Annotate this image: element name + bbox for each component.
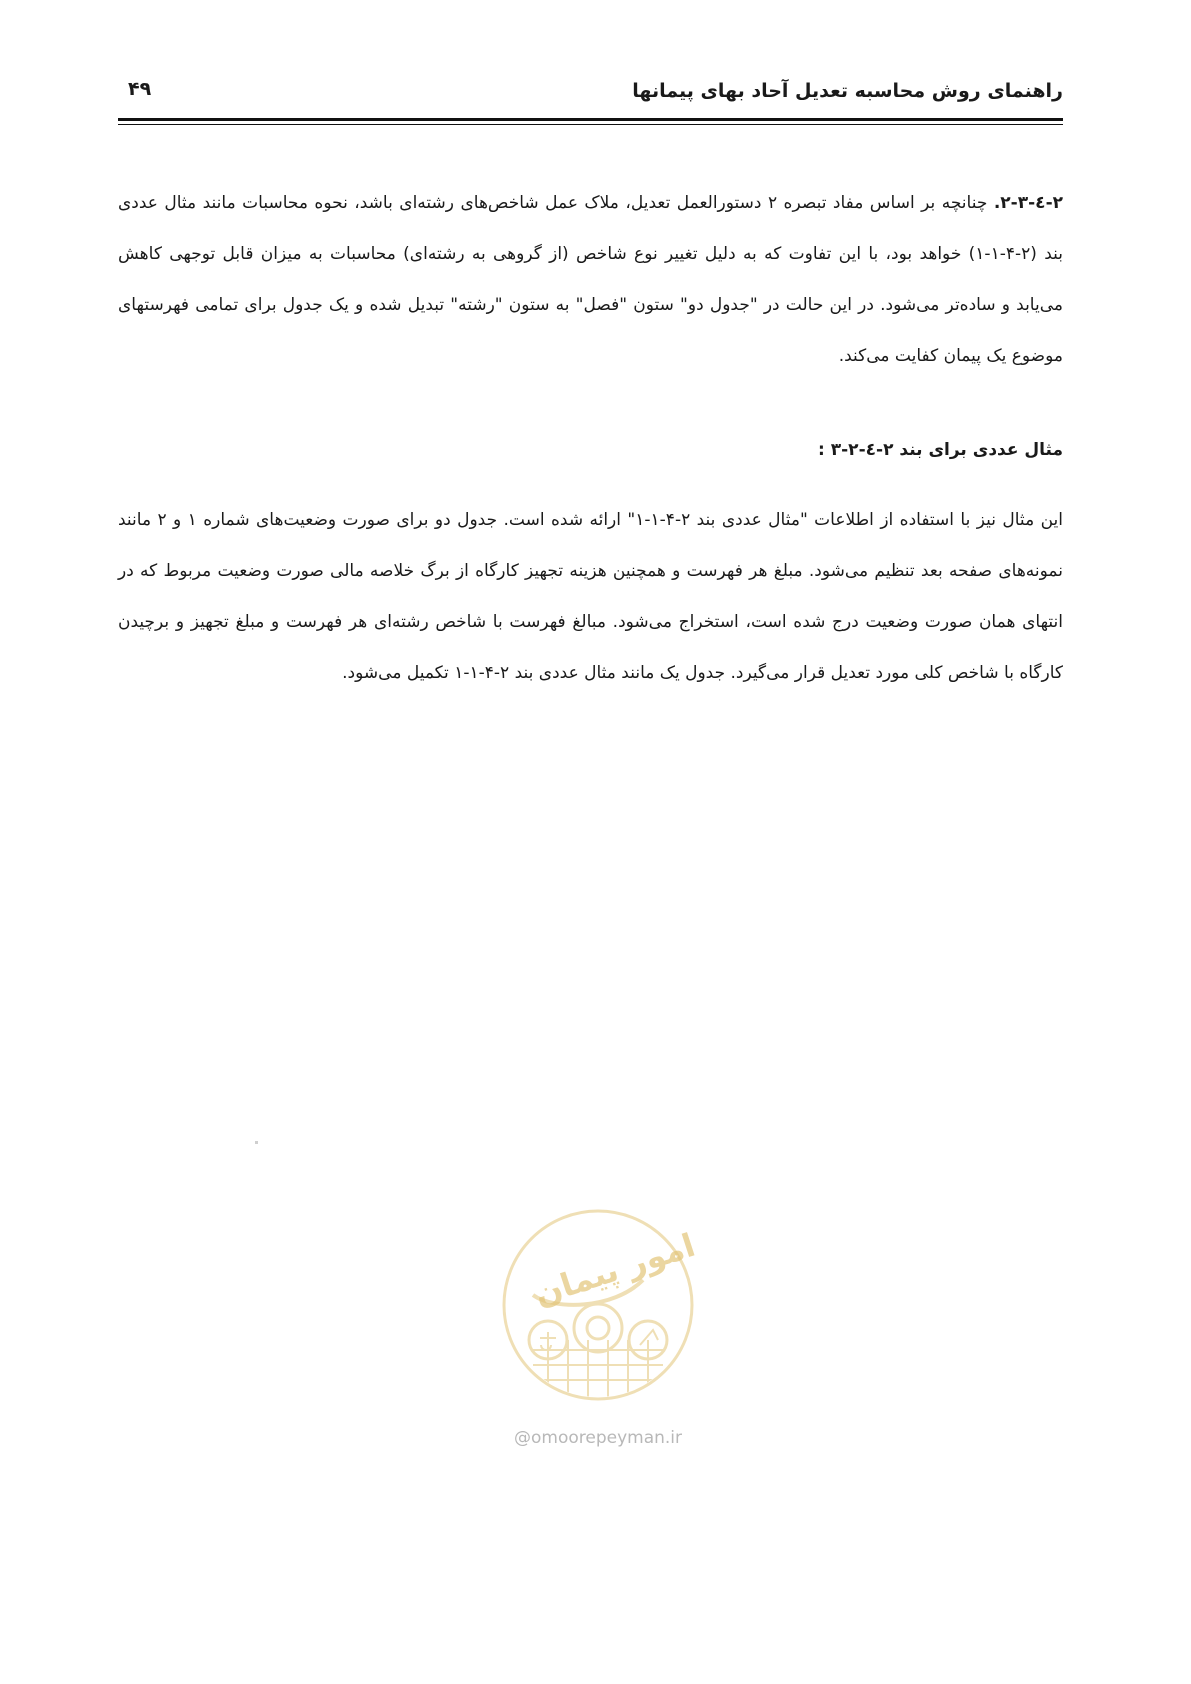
example-body: این مثال نیز با استفاده از اطلاعات "مثال عددی بند ۲-۴-۱-۱" ارائه شده است. جدول دو برای صورت وضعیت‌های شماره ۱ و ۲ مانند نمونه‌های صفحه بعد تنظیم می‌شود. مبلغ هر فهرست و همچنین هزینه تجهیز کارگاه از برگ خلاصه مالی صورت وضعیت مربوط که در انتهای همان صورت وضعیت درج شده است، استخراج می‌شود. مبالغ فهرست با شاخص رشته‌ای هر فهرست و مبلغ تجهیز و برچیدن کارگاه با شاخص کلی مورد تعدیل قرار می‌گیرد. جدول یک مانند مثال عددی بند ۲-۴-۱-۱ تکمیل می‌شود. <box>118 510 1063 683</box>
section-1-body: چنانچه بر اساس مفاد تبصره ۲ دستورالعمل تعدیل، ملاک عمل شاخص‌های رشته‌ای باشد، نحوه محاسبات مانند مثال عددی بند (۲-۴-۱-۱) خواهد بود، با این تفاوت که به دلیل تغییر نوع شاخص (از گروهی به رشته‌ای) محاسبات به میزان قابل توجهی کاهش می‌یابد و ساده‌تر می‌شود. در این حالت در "جدول دو" ستون "فصل" به ستون "رشته" تبدیل شده و یک جدول برای تمامی فهرستهای موضوع یک پیمان کفایت می‌کند. <box>118 193 1063 366</box>
section-number: ۲-٤-۲-۳. <box>993 193 1064 213</box>
seal-graphic <box>493 1200 703 1410</box>
seal-text: امور پیمان <box>529 1225 700 1314</box>
header-rule-thin <box>118 124 1063 125</box>
scales-icon <box>540 1332 556 1350</box>
watermark-url <box>493 1428 703 1448</box>
at-icon: @ <box>513 1428 531 1448</box>
example-paragraph <box>118 495 1063 699</box>
running-title: راهنمای روش محاسبه تعدیل آحاد بهای پیمانها <box>632 80 1063 102</box>
section-paragraph-1 <box>118 178 1063 382</box>
example-heading: مثال عددی برای بند ۲-٤-۲-۳ : <box>818 440 1063 460</box>
page-number: ۴۹ <box>128 78 152 100</box>
scan-speck <box>255 1141 258 1144</box>
page-header <box>118 70 1063 130</box>
watermark-url-text: omoorepeyman.ir <box>530 1428 683 1448</box>
watermark-seal <box>493 1200 703 1410</box>
gear-icon <box>574 1304 622 1352</box>
header-rule-thick <box>118 118 1063 121</box>
